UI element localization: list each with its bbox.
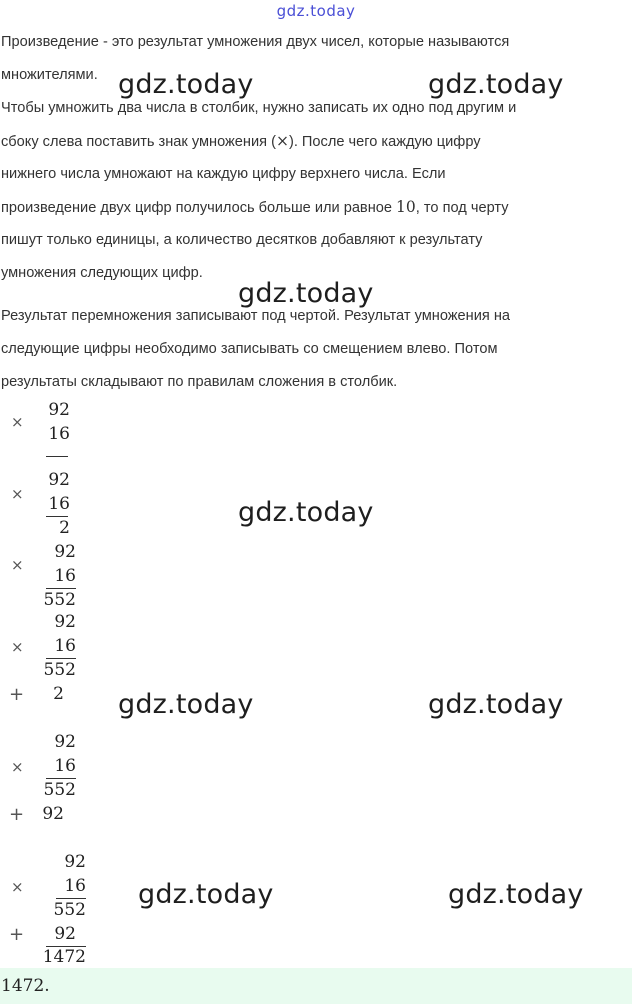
partial-product-1: 2: [59, 518, 70, 538]
partial-product-1: 552: [43, 780, 76, 800]
paragraph-line: пишут только единицы, а количество десятков добавляют к результату: [1, 232, 483, 248]
plus-sign: +: [9, 684, 25, 705]
paragraph-line: Чтобы умножить два числа в столбик, нужно записать их одно под другим и: [1, 100, 517, 116]
final-product: 1472: [42, 947, 86, 967]
operand-bottom: 16: [54, 756, 76, 776]
paragraph-line: умножения следующих цифр.: [1, 265, 203, 281]
partial-product-2: 2: [53, 684, 64, 704]
answer-value: 1472.: [1, 976, 50, 996]
times-sign: ×: [11, 638, 24, 656]
partial-product-1: 552: [53, 900, 86, 920]
operand-top: 92: [48, 470, 70, 490]
paragraph-line: Результат перемножения записывают под чертой. Результат умножения на: [1, 308, 510, 324]
partial-product-2: 92: [42, 804, 64, 824]
times-symbol: ×: [275, 132, 289, 150]
paragraph-line: нижнего числа умножают на каждую цифру верхнего числа. Если: [1, 166, 446, 182]
watermark-text: gdz.today: [118, 689, 254, 720]
result-paragraph: [1, 300, 626, 399]
operand-bottom: 16: [48, 424, 70, 444]
operand-top: 92: [48, 400, 70, 420]
watermark-text: gdz.today: [138, 879, 274, 910]
operand-bottom: 16: [54, 636, 76, 656]
product-line: [46, 778, 76, 779]
partial-product-1: 552: [43, 660, 76, 680]
watermark-text: gdz.today: [118, 69, 254, 100]
paragraph-line: следующие цифры необходимо записывать со смещением влево. Потом: [1, 341, 498, 357]
watermark-text: gdz.today: [238, 278, 374, 309]
product-line: [46, 516, 68, 517]
times-sign: ×: [11, 485, 24, 503]
paragraph-line: результаты складывают по правилам сложения в столбик.: [1, 374, 398, 390]
times-sign: ×: [11, 878, 24, 896]
paragraph-line: множителями.: [1, 67, 98, 83]
times-sign: ×: [11, 413, 24, 431]
operand-top: 92: [54, 612, 76, 632]
watermark-text: gdz.today: [448, 879, 584, 910]
product-line: [46, 456, 68, 457]
operand-bottom: 16: [54, 566, 76, 586]
method-paragraph: [1, 92, 626, 290]
number-ten: 10: [396, 198, 416, 216]
multiplication-step-1: [0, 398, 200, 460]
site-header-logo[interactable]: gdz.today: [276, 2, 356, 20]
paragraph-line: сбоку слева поставить знак умножения (×). После чего каждую цифру: [1, 132, 481, 150]
watermark-text: gdz.today: [428, 69, 564, 100]
partial-product-2: 92: [54, 924, 76, 944]
times-sign: ×: [11, 758, 24, 776]
plus-sign: +: [9, 804, 25, 825]
operand-top: 92: [54, 732, 76, 752]
product-line: [56, 898, 86, 899]
watermark-text: gdz.today: [238, 497, 374, 528]
operand-bottom: 16: [64, 876, 86, 896]
watermark-text: gdz.today: [428, 689, 564, 720]
plus-sign: +: [9, 924, 25, 945]
answer-box: [0, 968, 632, 1004]
times-sign: ×: [11, 556, 24, 574]
operand-bottom: 16: [48, 494, 70, 514]
paragraph-line: произведение двух цифр получилось больше или равное 10, то под черту: [1, 198, 509, 216]
partial-product-1: 552: [43, 590, 76, 610]
multiplication-step-2: [0, 468, 200, 538]
multiplication-step-3: [0, 540, 200, 610]
operand-top: 92: [54, 542, 76, 562]
product-line: [46, 588, 76, 589]
multiplication-step-5: [0, 730, 200, 830]
product-line: [46, 658, 76, 659]
operand-top: 92: [64, 852, 86, 872]
paragraph-line: Произведение - это результат умножения двух чисел, которые называются: [1, 34, 510, 50]
